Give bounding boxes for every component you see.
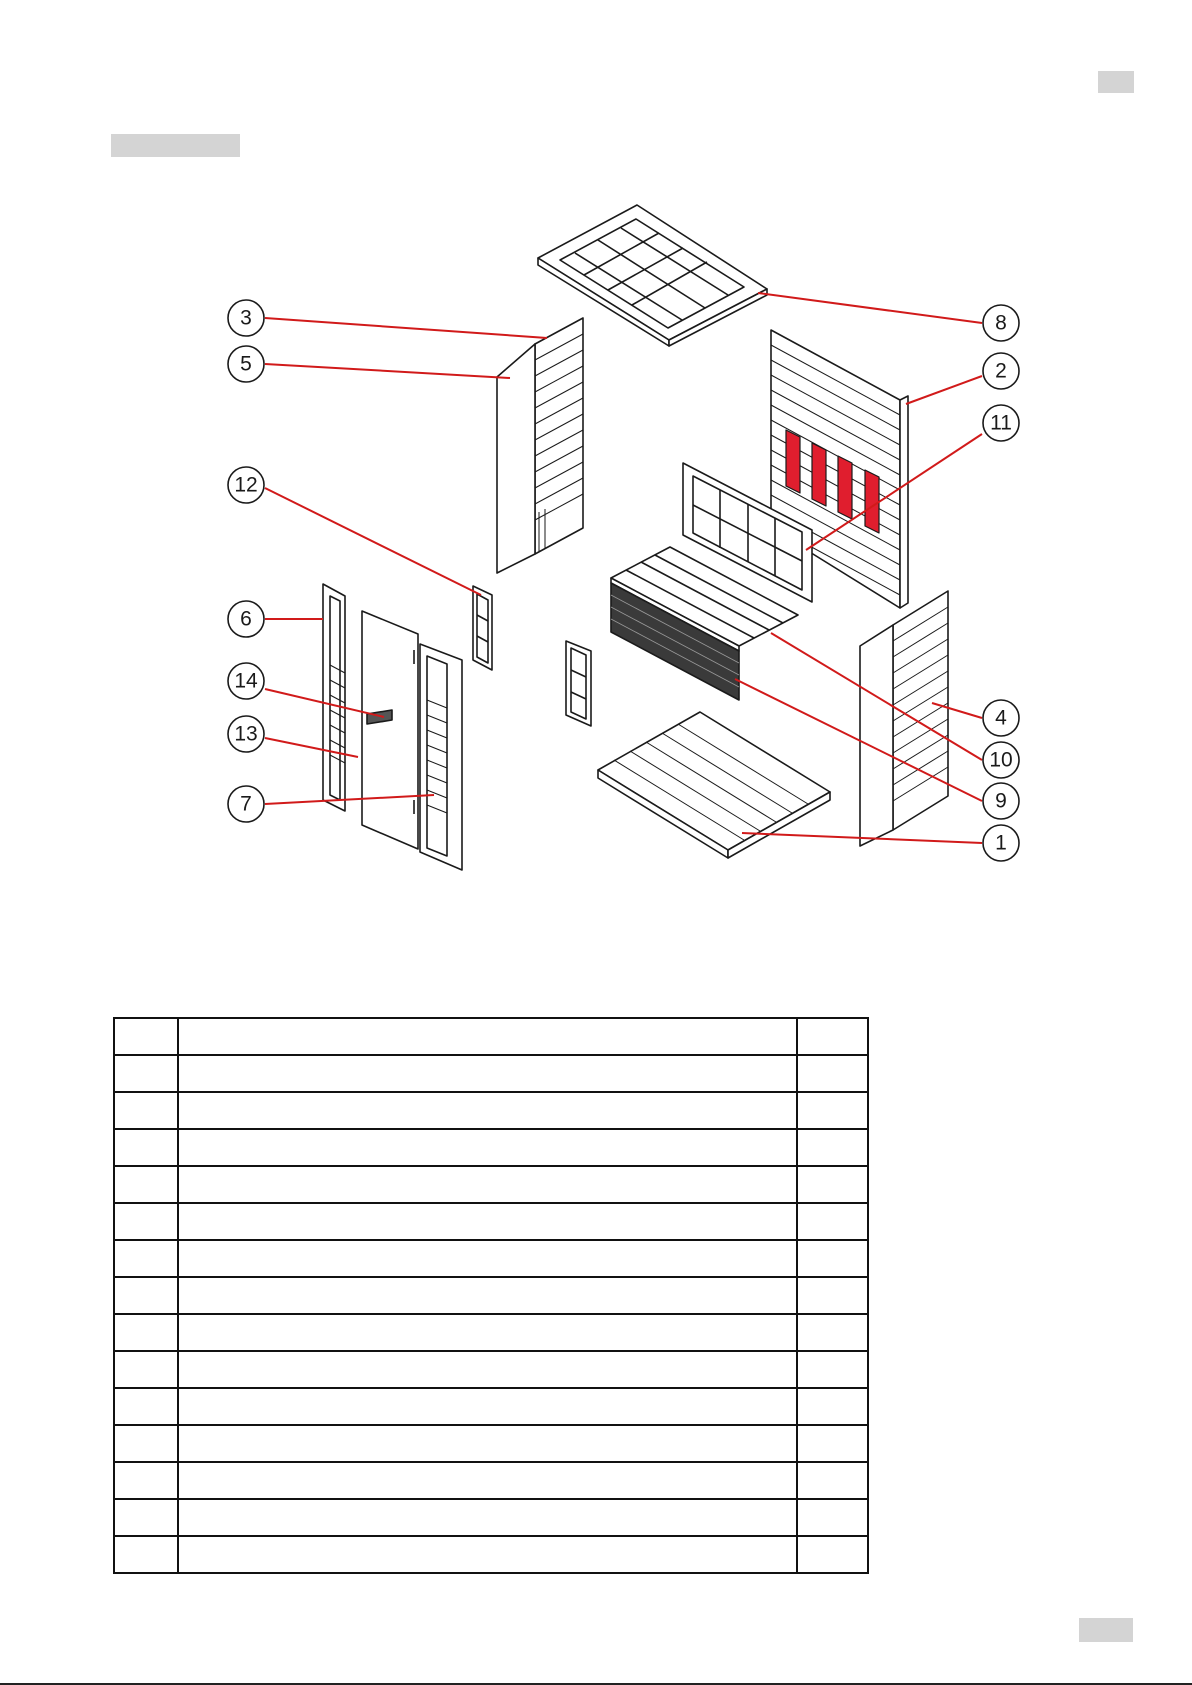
table-row (114, 1462, 868, 1499)
cell-qty (797, 1536, 868, 1573)
cell-no (114, 1388, 178, 1425)
cell-desc (178, 1388, 797, 1425)
svg-text:10: 10 (989, 748, 1013, 772)
cell-no (114, 1055, 178, 1092)
callout-2 (983, 353, 1019, 389)
svg-text:4: 4 (995, 706, 1007, 730)
cell-desc (178, 1166, 797, 1203)
cell-no (114, 1499, 178, 1536)
cell-no (114, 1129, 178, 1166)
cell-desc (178, 1536, 797, 1573)
svg-text:11: 11 (990, 411, 1012, 435)
callout-9 (983, 783, 1019, 819)
cell-no (114, 1092, 178, 1129)
cell-no (114, 1240, 178, 1277)
table-row (114, 1314, 868, 1351)
table-row (114, 1536, 868, 1573)
table-row (114, 1240, 868, 1277)
cell-qty (797, 1462, 868, 1499)
left-wall-panel (497, 318, 583, 573)
cell-desc (178, 1425, 797, 1462)
callout-12 (228, 467, 264, 503)
svg-text:9: 9 (995, 789, 1007, 813)
cell-no (114, 1166, 178, 1203)
table-row (114, 1129, 868, 1166)
svg-text:6: 6 (240, 607, 252, 631)
callout-11 (983, 405, 1019, 441)
svg-text:3: 3 (240, 306, 252, 330)
cell-desc (178, 1314, 797, 1351)
cell-qty (797, 1203, 868, 1240)
callout-7 (228, 786, 264, 822)
cell-desc (178, 1203, 797, 1240)
cell-no (114, 1203, 178, 1240)
cell-desc (178, 1129, 797, 1166)
parts-list-table (113, 1017, 869, 1574)
table-row (114, 1018, 868, 1055)
cell-qty (797, 1240, 868, 1277)
cell-no (114, 1314, 178, 1351)
front-right-panel (420, 644, 462, 870)
callout-6 (228, 601, 264, 637)
callout-10 (983, 742, 1019, 778)
cell-no (114, 1462, 178, 1499)
callout-1 (983, 825, 1019, 861)
cell-no (114, 1277, 178, 1314)
svg-text:1: 1 (995, 831, 1007, 855)
cell-desc (178, 1462, 797, 1499)
callout-8 (983, 305, 1019, 341)
svg-text:7: 7 (240, 792, 252, 816)
cell-qty (797, 1314, 868, 1351)
cell-qty (797, 1055, 868, 1092)
svg-text:8: 8 (995, 311, 1007, 335)
table-row (114, 1388, 868, 1425)
cell-desc (178, 1351, 797, 1388)
cell-desc (178, 1018, 797, 1055)
cell-qty (797, 1129, 868, 1166)
cell-desc (178, 1277, 797, 1314)
cell-no (114, 1018, 178, 1055)
front-left-panel (323, 584, 345, 811)
table-row (114, 1499, 868, 1536)
cell-desc (178, 1499, 797, 1536)
table-row (114, 1166, 868, 1203)
small-frame-lower (566, 641, 591, 726)
svg-text:2: 2 (995, 359, 1007, 383)
table-row (114, 1277, 868, 1314)
table-row (114, 1351, 868, 1388)
right-wall-panel (860, 591, 948, 846)
door-panel (362, 611, 418, 849)
cell-no (114, 1536, 178, 1573)
cell-qty (797, 1499, 868, 1536)
svg-text:14: 14 (234, 669, 258, 693)
svg-text:12: 12 (234, 473, 258, 497)
cell-qty (797, 1277, 868, 1314)
table-row (114, 1203, 868, 1240)
table-row (114, 1092, 868, 1129)
callout-14 (228, 663, 264, 699)
svg-text:13: 13 (234, 722, 258, 746)
cell-no (114, 1351, 178, 1388)
cell-qty (797, 1092, 868, 1129)
cell-qty (797, 1166, 868, 1203)
callout-4 (983, 700, 1019, 736)
callout-13 (228, 716, 264, 752)
cell-qty (797, 1351, 868, 1388)
cell-desc (178, 1092, 797, 1129)
cell-desc (178, 1055, 797, 1092)
cell-qty (797, 1388, 868, 1425)
cell-desc (178, 1240, 797, 1277)
small-frame-upper (473, 586, 492, 670)
svg-text:5: 5 (240, 352, 252, 376)
table-row (114, 1425, 868, 1462)
footer-page-tab (1079, 1618, 1133, 1642)
cell-no (114, 1425, 178, 1462)
callout-3 (228, 300, 264, 336)
cell-qty (797, 1425, 868, 1462)
cell-qty (797, 1018, 868, 1055)
callout-5 (228, 346, 264, 382)
table-row (114, 1055, 868, 1092)
